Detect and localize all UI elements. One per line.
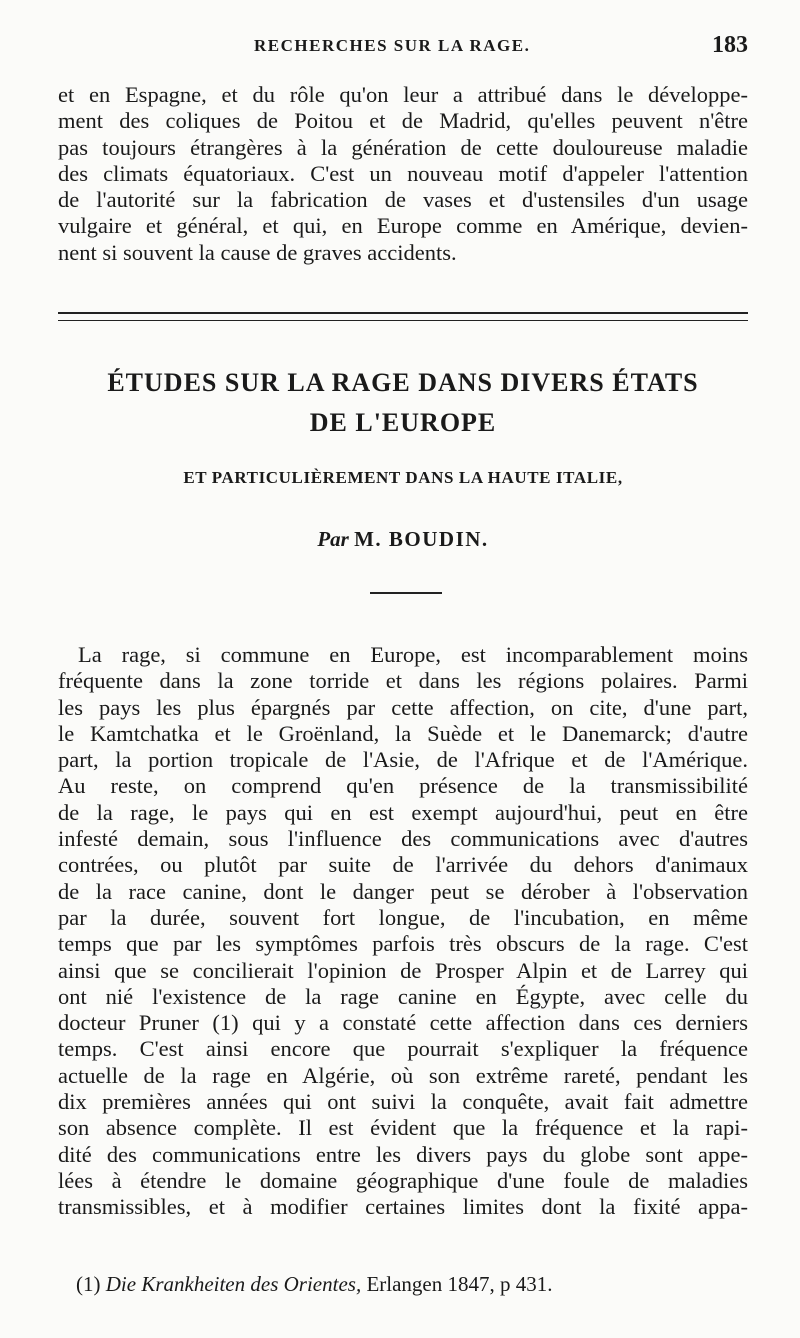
footnote: [76, 1272, 553, 1297]
previous-article-conclusion: [58, 82, 748, 266]
running-title: RECHERCHES SUR LA RAGE.: [254, 36, 531, 55]
text-line: le Kamtchatka et le Groënland, la Suède et le Danemarck; d'autre: [58, 720, 748, 746]
text-line: contrées, ou plutôt par suite de l'arrivée du dehors d'animaux: [58, 852, 748, 878]
text-line: vulgaire et général, et qui, en Europe comme en Amérique, devien-: [58, 213, 748, 239]
text-line: part, la portion tropicale de l'Asie, de l'Afrique et de l'Amérique.: [58, 747, 748, 773]
text-line: temps que par les symptômes parfois très obscurs de la rage. C'est: [58, 931, 748, 957]
article-body: [58, 642, 748, 1221]
footnote-title: Die Krankheiten des Orientes,: [105, 1272, 362, 1296]
text-line: les pays les plus épargnés par cette affection, on cite, d'une part,: [58, 694, 748, 720]
text-line: transmissibles, et à modifier certaines limites dont la fixité appa-: [58, 1194, 748, 1220]
text-line: temps. C'est ainsi encore que pourrait s'expliquer la fréquence: [58, 1036, 748, 1062]
text-line: Au reste, on comprend qu'en présence de la transmissibilité: [58, 773, 748, 799]
text-line: des climats équatoriaux. C'est un nouveau motif d'appeler l'attention: [58, 160, 748, 186]
text-line: La rage, si commune en Europe, est incomparablement moins: [78, 642, 748, 667]
section-divider: [58, 312, 748, 321]
text-line: nent si souvent la cause de graves accidents.: [58, 239, 457, 265]
text-line: son absence complète. Il est évident que la fréquence et la rapi-: [58, 1115, 748, 1141]
text-line: actuelle de la rage en Algérie, où son extrême rareté, pendant les: [58, 1062, 748, 1088]
footnote-marker: (1): [76, 1272, 101, 1296]
text-line: de la race canine, dont le danger peut se dérober à l'observation: [58, 878, 748, 904]
text-line: ment des coliques de Poitou et de Madrid, qu'elles peuvent n'être: [58, 108, 748, 134]
text-line: dité des communications entre les divers pays du globe sont appe-: [58, 1141, 748, 1167]
text-line: ont nié l'existence de la rage canine en Égypte, avec celle du: [58, 983, 748, 1009]
text-line: de l'autorité sur la fabrication de vases et d'ustensiles d'un usage: [58, 187, 748, 213]
text-line: dix premières années qui ont suivi la conquête, avait fait admettre: [58, 1089, 748, 1115]
text-line: pas toujours étrangères à la génération de cette douloureuse maladie: [58, 134, 748, 160]
text-line: par la durée, souvent fort longue, de l'incubation, en même: [58, 904, 748, 930]
text-line: lées à étendre le domaine géographique d'une foule de maladies: [58, 1167, 748, 1193]
footnote-details: Erlangen 1847, p 431.: [366, 1272, 553, 1296]
article-subtitle: ET PARTICULIÈREMENT DANS LA HAUTE ITALIE,: [183, 468, 623, 487]
byline-prefix: Par: [317, 527, 349, 551]
text-line: fréquente dans la zone torride et dans les régions polaires. Parmi: [58, 668, 748, 694]
text-line: infesté demain, sous l'influence des communications avec d'autres: [58, 826, 748, 852]
running-head: [58, 32, 748, 62]
text-line: de la rage, le pays qui en est exempt aujourd'hui, peut en être: [58, 799, 748, 825]
page-number: 183: [712, 32, 748, 58]
article-title-continued: DE L'EUROPE: [309, 408, 497, 437]
text-line: docteur Pruner (1) qui y a constaté cette affection dans ces derniers: [58, 1010, 748, 1036]
text-line: ainsi que se concilierait l'opinion de Prosper Alpin et de Larrey qui: [58, 957, 748, 983]
title-rule: [370, 592, 442, 594]
article-title: ÉTUDES SUR LA RAGE DANS DIVERS ÉTATS: [107, 368, 699, 397]
text-line: et en Espagne, et du rôle qu'on leur a attribué dans le développe-: [58, 82, 748, 107]
byline: [58, 527, 748, 552]
byline-author: M. BOUDIN.: [354, 527, 489, 551]
